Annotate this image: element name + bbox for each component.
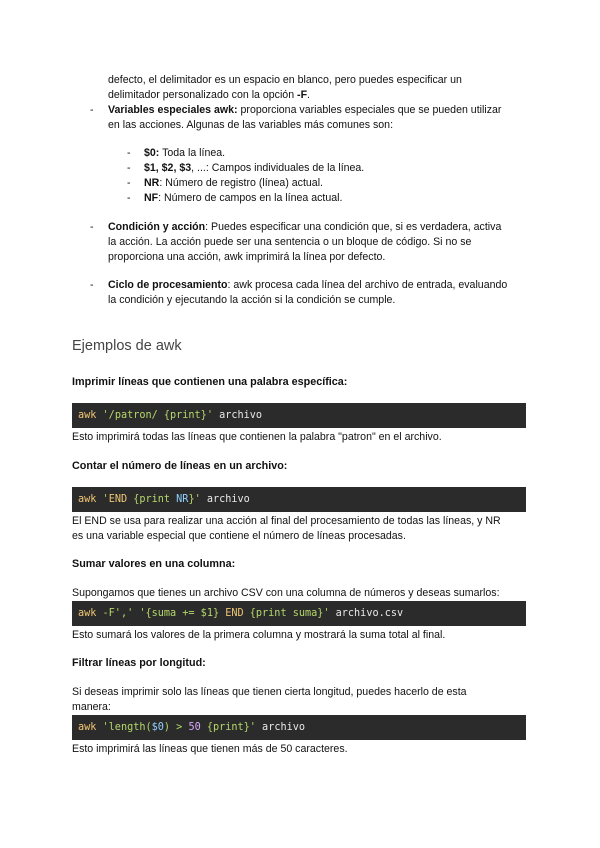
bullet-ciclo-line-2: la condición y ejecutando la acción si la condición se cumple. [108,294,396,306]
subbullet-item: NR: Número de registro (línea) actual. [144,177,323,189]
subbullet-item: NF: Número de campos en la línea actual. [144,192,343,204]
example-intro: manera: [72,701,111,713]
example-caption: Esto imprimirá las líneas que tienen más de 50 caracteres. [72,743,348,755]
bullet-condicion-line-1: Condición y acción: Puedes especificar una condición que, si es verdadera, activa [108,221,502,233]
bullet-dash: - [90,279,94,291]
bullet-ciclo-line-1: Ciclo de procesamiento: awk procesa cada línea del archivo de entrada, evaluando [108,279,508,291]
option-flag: -F [297,89,308,101]
example-heading: Sumar valores en una columna: [72,558,236,570]
section-title: Ejemplos de awk [72,338,182,354]
intro-line-2: delimitador personalizado con la opción -F. [108,89,310,101]
example-caption: Esto imprimirá todas las líneas que contienen la palabra "patron" en el archivo. [72,431,442,443]
intro-line-1: defecto, el delimitador es un espacio en blanco, pero puedes especificar un [108,74,462,86]
subbullet-dash: - [127,192,131,204]
example-intro: Si deseas imprimir solo las líneas que tienen cierta longitud, puedes hacerlo de esta [72,686,467,698]
example-intro: Supongamos que tienes un archivo CSV con una columna de números y deseas sumarlos: [72,587,500,599]
code-block[interactable]: awk '/patron/ {print}' archivo [72,403,526,428]
subbullet-item: $1, $2, $3, ...: Campos individuales de la línea. [144,162,365,174]
subbullet-dash: - [127,177,131,189]
code-block[interactable]: awk -F',' '{suma += $1} END {print suma}' archivo.csv [72,601,526,626]
bullet-dash: - [90,104,94,116]
bullet-condicion-line-3: proporciona una acción, awk imprimirá la línea por defecto. [108,251,386,263]
example-caption: El END se usa para realizar una acción al final del procesamiento de todas las líneas, y NR [72,515,501,527]
bullet-variables-line-2: en las acciones. Algunas de las variables más comunes son: [108,119,394,131]
code-block[interactable]: awk ' END {print NR }' archivo [72,487,526,512]
bullet-condicion-line-2: la acción. La acción puede ser una sentencia o un bloque de código. Si no se [108,236,472,248]
bullet-dash: - [90,221,94,233]
subbullet-dash: - [127,147,131,159]
example-heading: Filtrar líneas por longitud: [72,657,206,669]
example-caption: es una variable especial que contiene el número de líneas procesadas. [72,530,406,542]
example-caption: Esto sumará los valores de la primera columna y mostrará la suma total al final. [72,629,446,641]
subbullet-dash: - [127,162,131,174]
code-block[interactable]: awk 'length( $0 ) > 50 {print}' archivo [72,715,526,740]
example-heading: Contar el número de líneas en un archivo: [72,460,288,472]
example-heading: Imprimir líneas que contienen una palabra específica: [72,376,348,388]
subbullet-item: $0: Toda la línea. [144,147,226,159]
bullet-variables-line-1: Variables especiales awk: proporciona variables especiales que se pueden utilizar [108,104,502,116]
